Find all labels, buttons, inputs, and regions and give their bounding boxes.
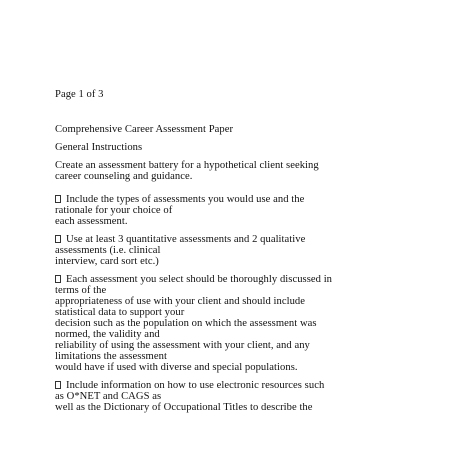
bullet-3-line-7: reliability of using the assessment with your client, and any — [55, 340, 310, 351]
box-glyph-icon — [55, 381, 61, 389]
bullet-4-line-2: as O*NET and CAGS as — [55, 391, 162, 402]
bullet-3-line-2: terms of the — [55, 285, 107, 296]
intro-line-1: Create an assessment battery for a hypothetical client seeking — [55, 160, 319, 171]
intro-line-2: career counseling and guidance. — [55, 171, 193, 182]
bullet-2-line-1 — [55, 234, 305, 245]
bullet-3-line-3: appropriateness of use with your client and should include — [55, 296, 306, 307]
bullet-1-line-2: rationale for your choice of — [55, 205, 173, 216]
bullet-2-text-1: Use at least 3 quantitative assessments and 2 qualitative — [66, 234, 306, 245]
bullet-2-line-2: assessments (i.e. clinical — [55, 245, 161, 256]
section-heading: General Instructions — [55, 142, 143, 153]
bullet-1-line-3: each assessment. — [55, 216, 128, 227]
box-glyph-icon — [55, 275, 61, 283]
bullet-3-line-9: would have if used with diverse and special populations. — [55, 362, 298, 373]
bullet-3-line-8: limitations the assessment — [55, 351, 167, 362]
bullet-4-line-1 — [55, 380, 324, 391]
page-label: Page 1 of 3 — [55, 89, 104, 100]
bullet-3-line-6: normed, the validity and — [55, 329, 160, 340]
box-glyph-icon — [55, 235, 61, 243]
bullet-3-line-1 — [55, 274, 332, 285]
bullet-4-line-3: well as the Dictionary of Occupational Titles to describe the — [55, 402, 313, 413]
bullet-3-line-4: statistical data to support your — [55, 307, 185, 318]
document-title: Comprehensive Career Assessment Paper — [55, 124, 234, 135]
bullet-1-text-1: Include the types of assessments you would use and the — [66, 194, 305, 205]
bullet-4-text-1: Include information on how to use electronic resources such — [66, 380, 325, 391]
bullet-3-text-1: Each assessment you select should be thoroughly discussed in — [66, 274, 333, 285]
bullet-2-line-3: interview, card sort etc.) — [55, 256, 159, 267]
bullet-3-line-5: decision such as the population on which the assessment was — [55, 318, 317, 329]
box-glyph-icon — [55, 195, 61, 203]
bullet-1-line-1 — [55, 194, 304, 205]
